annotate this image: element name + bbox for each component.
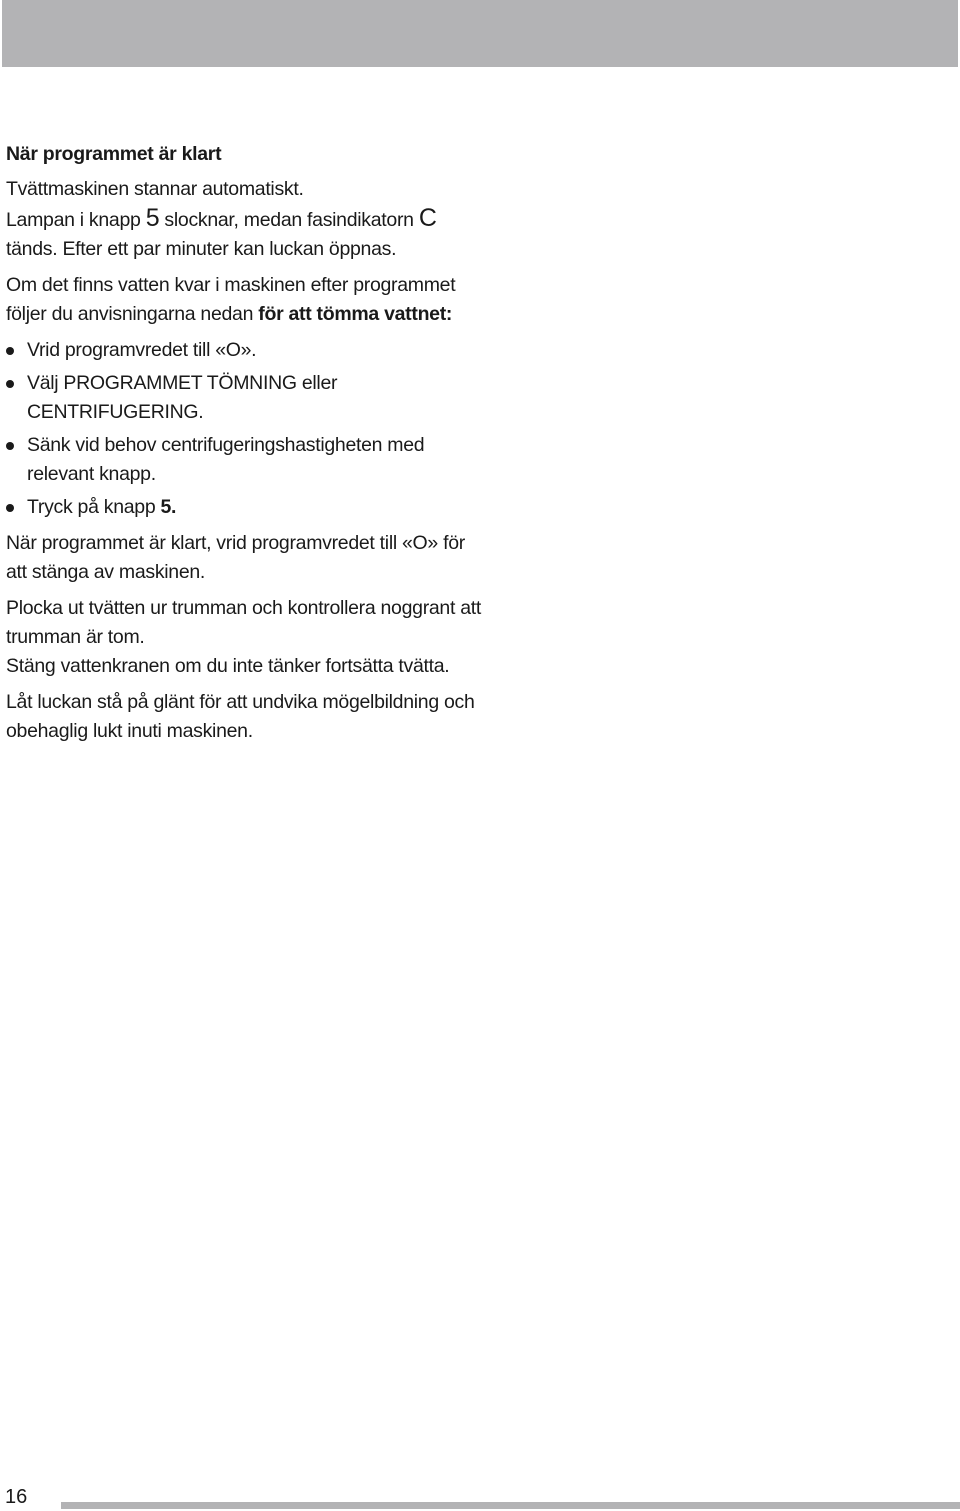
list-item: [6, 493, 486, 522]
bullet-icon: [6, 504, 14, 512]
lamp-text-prefix: Lampan i knapp: [6, 209, 146, 231]
paragraph-switch-off: När programmet är klart, vrid programvredet till «O» för att stänga av maskinen.: [6, 532, 465, 583]
step-text: Sänk vid behov centrifugeringshastigheten med relevant knapp.: [27, 434, 425, 485]
step-text: Välj PROGRAMMET TÖMNING eller CENTRIFUGERING.: [27, 372, 338, 423]
auto-stop-text: Tvättmaskinen stannar automatiskt.: [6, 178, 304, 200]
page-content: [6, 140, 486, 753]
page-number: 16: [5, 1486, 28, 1508]
paragraph-empty-drum: [6, 594, 486, 681]
list-item: [6, 369, 486, 427]
step-text: Vrid programvredet till «O».: [27, 339, 257, 361]
lamp-text-middle: slocknar, medan fasindikatorn: [159, 209, 419, 231]
paragraph-finish: [6, 175, 486, 264]
lamp-text-suffix: tänds. Efter ett par minuter kan luckan öppnas.: [6, 238, 397, 260]
phase-indicator-letter: C: [418, 204, 437, 232]
header-bar: [2, 0, 958, 67]
bullet-icon: [6, 442, 14, 450]
drain-intro-text: Om det finns vatten kvar i maskinen efter programmet följer du anvisningarna nedan: [6, 274, 456, 325]
close-tap-text: Stäng vattenkranen om du inte tänker fortsätta tvätta.: [6, 655, 450, 677]
section-heading: När programmet är klart: [6, 143, 222, 165]
drain-steps-list: [6, 336, 486, 522]
paragraph-door-ajar: Låt luckan stå på glänt för att undvika mögelbildning och obehaglig lukt inuti maskinen.: [6, 691, 475, 742]
drain-intro-bold: för att tömma vattnet:: [258, 303, 453, 325]
bullet-icon: [6, 347, 14, 355]
footer-rule: [61, 1502, 960, 1509]
step-text: Tryck på knapp: [27, 496, 161, 518]
button-number: 5: [145, 204, 160, 232]
paragraph-drain-intro: [6, 271, 486, 329]
list-item: [6, 431, 486, 489]
bullet-icon: [6, 380, 14, 388]
empty-drum-text: Plocka ut tvätten ur trumman och kontrollera noggrant att trumman är tom.: [6, 597, 481, 648]
step-button-number: 5.: [160, 496, 177, 518]
list-item: [6, 336, 486, 365]
